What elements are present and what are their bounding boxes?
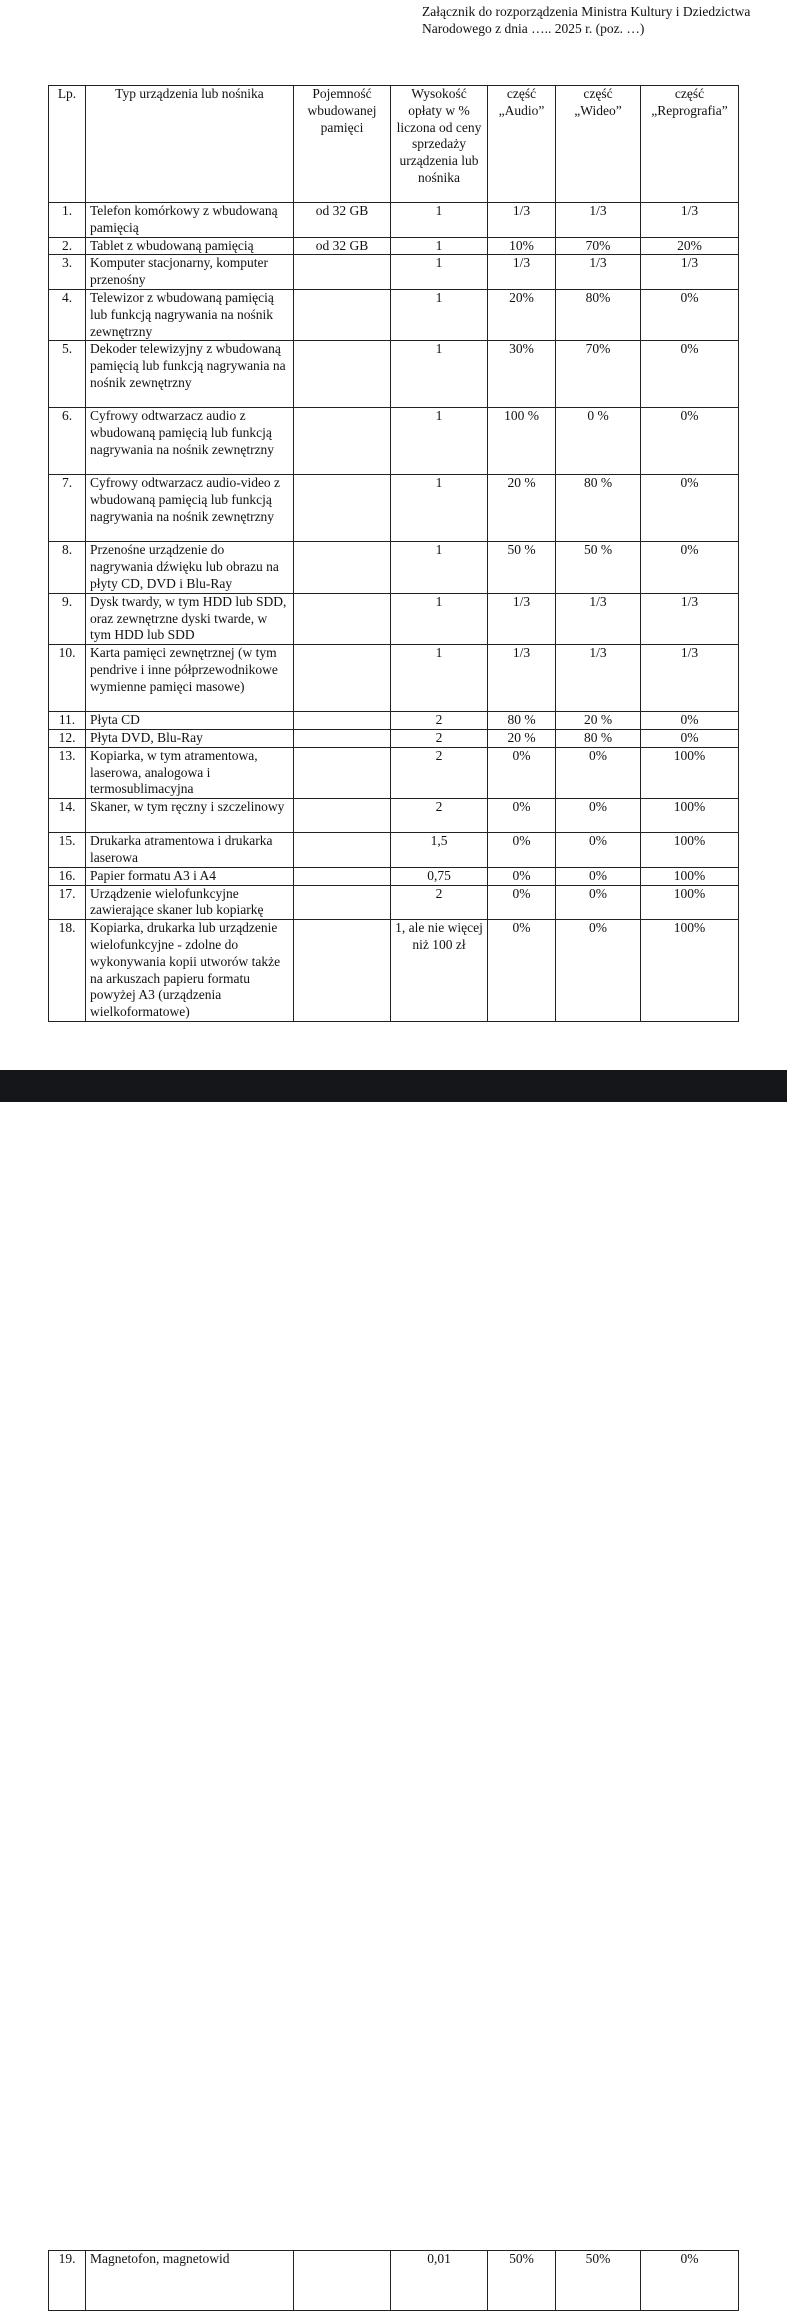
device-type-cell: Tablet z wbudowaną pamięcią [86,237,294,255]
row-number: 10. [49,645,86,712]
column-header-lp: Lp. [49,86,86,203]
table-row [49,237,739,255]
device-type-cell: Kopiarka, drukarka lub urządzenie wielofunkcyjne - zdolne do wykonywania kopii utworów także na arkuszach papieru formatu powyżej A3 (urządzenia wielkoformatowe) [86,920,294,1022]
fee-percent-cell: 1,5 [391,833,488,868]
audio-share-cell: 50% [488,2251,556,2311]
device-type-cell: Dekoder telewizyjny z wbudowaną pamięcią lub funkcją nagrywania na nośnik zewnętrzny [86,341,294,408]
reprography-share-cell: 0% [641,341,739,408]
row-number: 9. [49,593,86,644]
video-share-cell: 0% [556,920,641,1022]
audio-share-cell: 30% [488,341,556,408]
video-share-cell: 80 % [556,729,641,747]
fee-percent-cell: 1 [391,341,488,408]
table-row [49,799,739,833]
capacity-cell [294,341,391,408]
capacity-cell [294,542,391,593]
video-share-cell: 50% [556,2251,641,2311]
table-row [49,408,739,475]
capacity-cell [294,920,391,1022]
audio-share-cell: 1/3 [488,593,556,644]
fee-percent-cell: 2 [391,885,488,920]
audio-share-cell: 1/3 [488,203,556,238]
table-row [49,833,739,868]
row-number: 12. [49,729,86,747]
table-row [49,645,739,712]
capacity-cell [294,712,391,730]
table-row [49,729,739,747]
capacity-cell [294,2251,391,2311]
row-number: 2. [49,237,86,255]
audio-share-cell: 10% [488,237,556,255]
device-type-cell: Urządzenie wielofunkcyjne zawierające skaner lub kopiarkę [86,885,294,920]
fee-percent-cell: 1 [391,593,488,644]
column-header-capacity: Pojemność wbudowanej pamięci [294,86,391,203]
device-type-cell: Telefon komórkowy z wbudowaną pamięcią [86,203,294,238]
video-share-cell: 0% [556,885,641,920]
table-row [49,867,739,885]
capacity-cell [294,833,391,868]
video-share-cell: 0% [556,867,641,885]
video-share-cell: 80 % [556,475,641,542]
video-share-cell: 1/3 [556,645,641,712]
audio-share-cell: 20% [488,289,556,340]
fee-percent-cell: 1, ale nie więcej niż 100 zł [391,920,488,1022]
column-header-repro: część „Reprografia” [641,86,739,203]
capacity-cell: od 32 GB [294,203,391,238]
fee-percent-cell: 1 [391,542,488,593]
fee-percent-cell: 1 [391,237,488,255]
row-number: 19. [49,2251,86,2311]
fee-percent-cell: 0,75 [391,867,488,885]
audio-share-cell: 50 % [488,542,556,593]
audio-share-cell: 100 % [488,408,556,475]
audio-share-cell: 0% [488,799,556,833]
device-type-cell: Cyfrowy odtwarzacz audio-video z wbudowaną pamięcią lub funkcją nagrywania na nośnik zewnętrzny [86,475,294,542]
row-number: 16. [49,867,86,885]
table-row [49,475,739,542]
device-type-cell: Papier formatu A3 i A4 [86,867,294,885]
device-type-cell: Kopiarka, w tym atramentowa, laserowa, analogowa i termosublimacyjna [86,747,294,798]
audio-share-cell: 20 % [488,475,556,542]
table-row [49,747,739,798]
document-page-bottom [0,1102,787,2266]
capacity-cell [294,593,391,644]
capacity-cell [294,867,391,885]
row-number: 6. [49,408,86,475]
reprography-share-cell: 100% [641,799,739,833]
capacity-cell [294,408,391,475]
audio-share-cell: 0% [488,833,556,868]
video-share-cell: 1/3 [556,203,641,238]
reprography-share-cell: 1/3 [641,645,739,712]
row-number: 1. [49,203,86,238]
reprography-share-cell: 0% [641,729,739,747]
video-share-cell: 70% [556,341,641,408]
fee-percent-cell: 2 [391,799,488,833]
row-number: 18. [49,920,86,1022]
device-type-cell: Karta pamięci zewnętrznej (w tym pendrive i inne półprzewodnikowe wymienne pamięci masowe) [86,645,294,712]
video-share-cell: 0 % [556,408,641,475]
row-number: 5. [49,341,86,408]
video-share-cell: 0% [556,799,641,833]
device-type-cell: Płyta CD [86,712,294,730]
video-share-cell: 1/3 [556,593,641,644]
capacity-cell [294,289,391,340]
capacity-cell [294,747,391,798]
reprography-share-cell: 1/3 [641,255,739,290]
fee-percent-cell: 1 [391,255,488,290]
video-share-cell: 70% [556,237,641,255]
table-row [49,885,739,920]
fee-percent-cell: 2 [391,747,488,798]
device-type-cell: Telewizor z wbudowaną pamięcią lub funkcją nagrywania na nośnik zewnętrzny [86,289,294,340]
row-number: 14. [49,799,86,833]
annex-header-note: Załącznik do rozporządzenia Ministra Kultury i Dziedzictwa Narodowego z dnia ….. 2025 r. (poz. …) [422,4,751,36]
column-header-type: Typ urządzenia lub nośnika [86,86,294,203]
capacity-cell [294,645,391,712]
device-type-cell: Skaner, w tym ręczny i szczelinowy [86,799,294,833]
table-row [49,255,739,290]
device-type-cell: Komputer stacjonarny, komputer przenośny [86,255,294,290]
table-row [49,542,739,593]
reprography-share-cell: 0% [641,475,739,542]
row-number: 7. [49,475,86,542]
table-row [49,203,739,238]
audio-share-cell: 0% [488,747,556,798]
video-share-cell: 0% [556,747,641,798]
reprography-share-cell: 0% [641,289,739,340]
table-row [49,341,739,408]
fee-percent-cell: 2 [391,729,488,747]
reprography-share-cell: 0% [641,2251,739,2311]
row-number: 17. [49,885,86,920]
reprography-share-cell: 20% [641,237,739,255]
table-row [49,289,739,340]
reprography-share-cell: 100% [641,833,739,868]
video-share-cell: 50 % [556,542,641,593]
device-type-cell: Dysk twardy, w tym HDD lub SDD, oraz zewnętrzne dyski twarde, w tym HDD lub SDD [86,593,294,644]
capacity-cell: od 32 GB [294,237,391,255]
reprography-share-cell: 0% [641,408,739,475]
column-header-video: część „Wideo” [556,86,641,203]
row-number: 13. [49,747,86,798]
audio-share-cell: 0% [488,885,556,920]
row-number: 3. [49,255,86,290]
reprography-share-cell: 1/3 [641,593,739,644]
row-number: 4. [49,289,86,340]
fee-table [48,85,739,1022]
reprography-share-cell: 100% [641,747,739,798]
video-share-cell: 20 % [556,712,641,730]
table-header-row [49,86,739,203]
audio-share-cell: 0% [488,867,556,885]
reprography-share-cell: 100% [641,885,739,920]
device-type-cell: Płyta DVD, Blu-Ray [86,729,294,747]
capacity-cell [294,885,391,920]
device-type-cell: Magnetofon, magnetowid [86,2251,294,2311]
table-row [49,712,739,730]
audio-share-cell: 80 % [488,712,556,730]
device-type-cell: Drukarka atramentowa i drukarka laserowa [86,833,294,868]
audio-share-cell: 20 % [488,729,556,747]
reprography-share-cell: 100% [641,867,739,885]
fee-percent-cell: 1 [391,645,488,712]
column-header-audio: część „Audio” [488,86,556,203]
video-share-cell: 80% [556,289,641,340]
reprography-share-cell: 0% [641,712,739,730]
video-share-cell: 1/3 [556,255,641,290]
row-number: 8. [49,542,86,593]
fee-percent-cell: 1 [391,289,488,340]
table-row [49,920,739,1022]
fee-percent-cell: 1 [391,203,488,238]
audio-share-cell: 1/3 [488,255,556,290]
table-row [49,593,739,644]
capacity-cell [294,255,391,290]
table-row [49,2251,739,2311]
audio-share-cell: 1/3 [488,645,556,712]
fee-percent-cell: 1 [391,408,488,475]
document-page-top [0,0,787,1070]
fee-table-continued [48,2250,739,2311]
fee-percent-cell: 1 [391,475,488,542]
reprography-share-cell: 0% [641,542,739,593]
device-type-cell: Cyfrowy odtwarzacz audio z wbudowaną pamięcią lub funkcją nagrywania na nośnik zewnętrzny [86,408,294,475]
capacity-cell [294,475,391,542]
dark-separator-band [0,1070,787,1102]
capacity-cell [294,729,391,747]
row-number: 15. [49,833,86,868]
video-share-cell: 0% [556,833,641,868]
row-number: 11. [49,712,86,730]
fee-percent-cell: 2 [391,712,488,730]
device-type-cell: Przenośne urządzenie do nagrywania dźwięku lub obrazu na płyty CD, DVD i Blu-Ray [86,542,294,593]
reprography-share-cell: 100% [641,920,739,1022]
reprography-share-cell: 1/3 [641,203,739,238]
capacity-cell [294,799,391,833]
column-header-fee: Wysokość opłaty w % liczona od ceny sprzedaży urządzenia lub nośnika [391,86,488,203]
fee-percent-cell: 0,01 [391,2251,488,2311]
audio-share-cell: 0% [488,920,556,1022]
